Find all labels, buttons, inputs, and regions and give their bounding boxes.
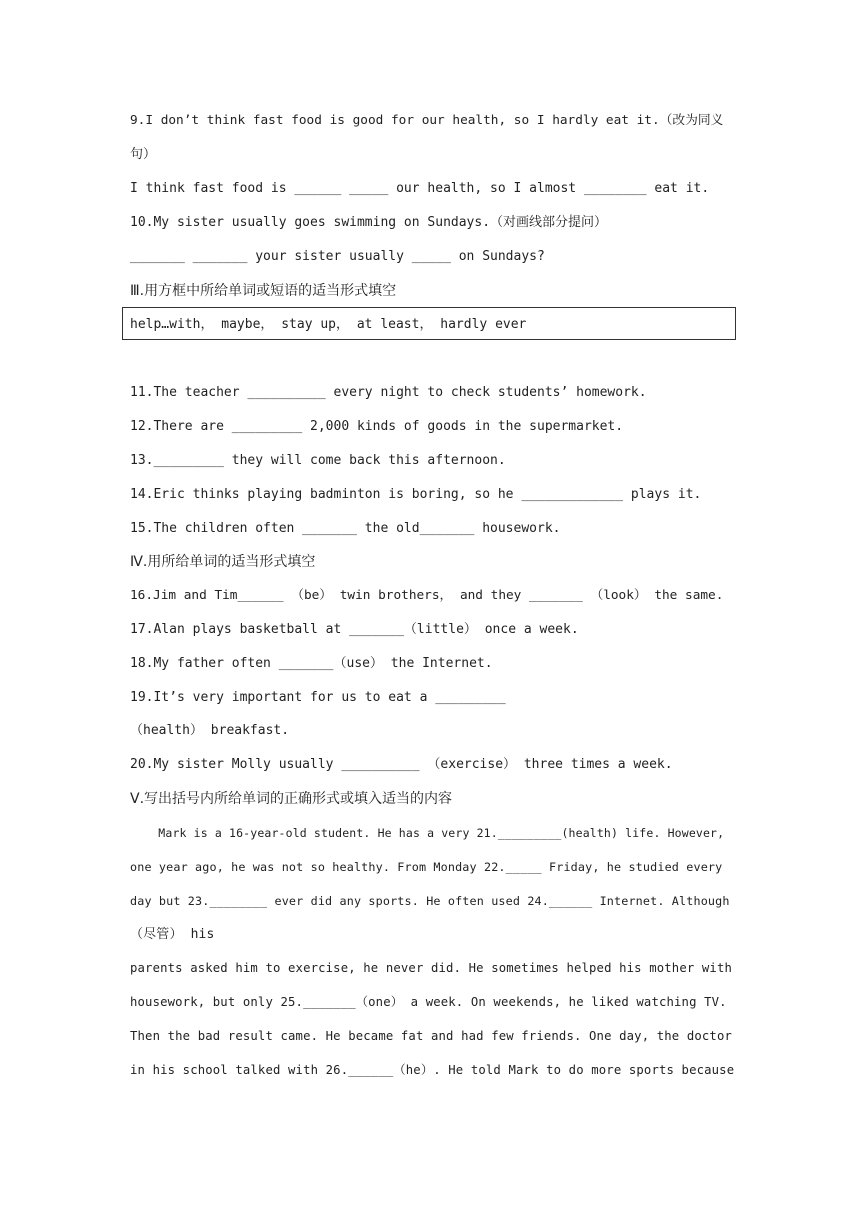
passage-line: Mark is a 16-year-old student. He has a very 21._________(health) life. However,	[130, 826, 725, 840]
q19-line1: 19.It’s very important for us to eat a _________	[130, 690, 506, 705]
q16: 16.Jim and Tim______ （be） twin brothers， and they _______ （look） the same.	[130, 588, 724, 603]
q19-line2: （health） breakfast.	[130, 723, 290, 738]
word-box-text: help…with， maybe， stay up， at least， hardly ever	[130, 317, 527, 332]
q17: 17.Alan plays basketball at _______（little） once a week.	[130, 622, 579, 637]
passage-line: housework, but only 25._______（one） a week. On weekends, he liked watching TV.	[130, 995, 727, 1009]
passage-line: in his school talked with 26.______（he）. He told Mark to do more sports because	[130, 1063, 735, 1077]
passage-line: parents asked him to exercise, he never did. He sometimes helped his mother with	[130, 961, 733, 975]
passage-line: Then the bad result came. He became fat and had few friends. One day, the doctor	[130, 1029, 733, 1043]
word-box	[122, 307, 736, 340]
q14: 14.Eric thinks playing badminton is boring, so he _____________ plays it.	[130, 487, 702, 502]
passage-line: day but 23.________ ever did any sports. He often used 24.______ Internet. Although	[130, 894, 730, 908]
q9-line1: 9.I don’t think fast food is good for our health, so I hardly eat it.（改为同义	[130, 113, 724, 128]
q20: 20.My sister Molly usually __________ （exercise） three times a week.	[130, 757, 673, 772]
q9-answer-line: I think fast food is ______ _____ our health, so I almost ________ eat it.	[130, 181, 710, 196]
q9-line2: 句）	[130, 147, 157, 162]
q10-answer-line: _______ _______ your sister usually _____ on Sundays?	[130, 249, 545, 264]
section-iv-heading: Ⅳ.用所给单词的适当形式填空	[130, 554, 316, 570]
passage-line: one year ago, he was not so healthy. From Monday 22._____ Friday, he studied every	[130, 860, 723, 874]
passage-line: （尽管） his	[130, 927, 215, 942]
section-iii-heading: Ⅲ.用方框中所给单词或短语的适当形式填空	[130, 283, 397, 299]
q18: 18.My father often _______（use） the Internet.	[130, 656, 493, 671]
q11: 11.The teacher __________ every night to check students’ homework.	[130, 385, 647, 400]
q12: 12.There are _________ 2,000 kinds of goods in the supermarket.	[130, 419, 624, 434]
q15: 15.The children often _______ the old_______ housework.	[130, 521, 561, 536]
q13: 13._________ they will come back this afternoon.	[130, 453, 506, 468]
section-v-heading: Ⅴ.写出括号内所给单词的正确形式或填入适当的内容	[130, 791, 453, 807]
q10-line1: 10.My sister usually goes swimming on Sundays.（对画线部分提问）	[130, 215, 608, 230]
